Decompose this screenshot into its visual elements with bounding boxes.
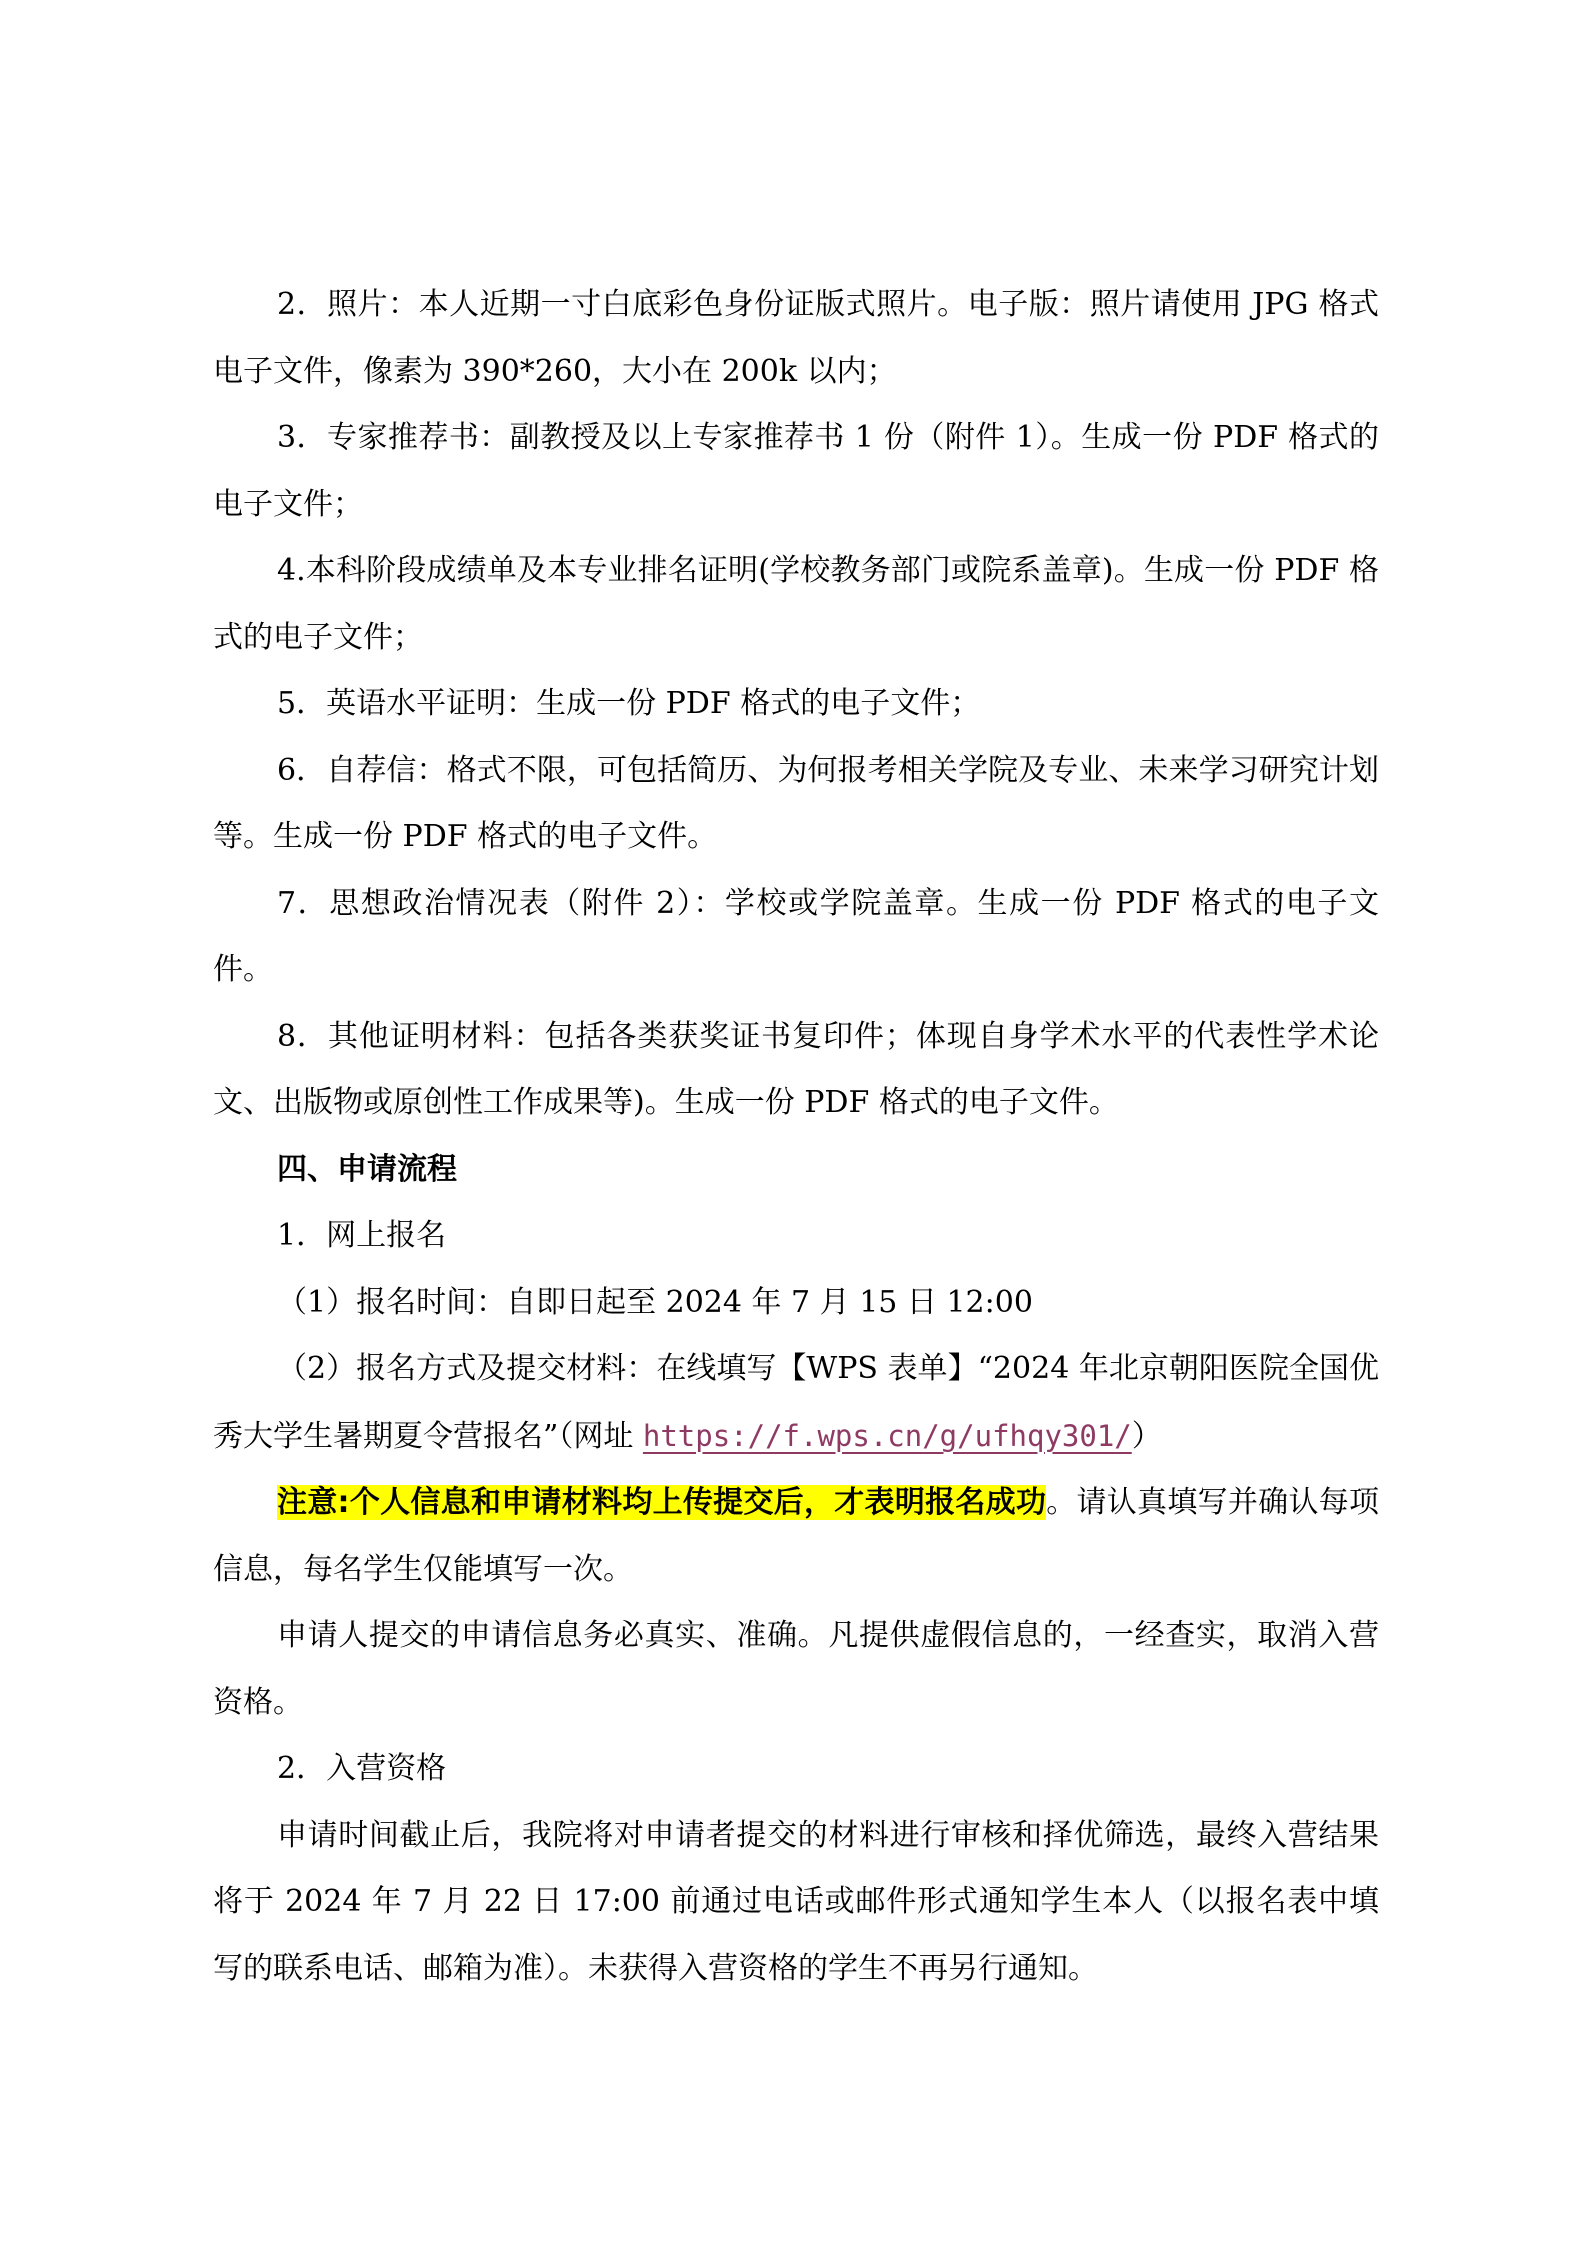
- registration-method-end: ）: [1131, 1418, 1162, 1454]
- material-item-transcript: 4.本科阶段成绩单及本专业排名证明(学校教务部门或院系盖章)。生成一份 PDF 格式的电子文件；: [213, 553, 1380, 655]
- registration-link[interactable]: https://f.wps.cn/g/ufhqy301/: [642, 1418, 1132, 1453]
- notice-paragraph: [213, 1470, 1379, 1603]
- step-title-online-registration: 1．网上报名: [277, 1218, 447, 1253]
- material-item-political-form: 7．思想政治情况表（附件 2）：学校或学院盖章。生成一份 PDF 格式的电子文件。: [213, 885, 1379, 987]
- notice-highlight: 注意:个人信息和申请材料均上传提交后，才表明报名成功: [277, 1485, 1047, 1520]
- material-item-recommendation: 3．专家推荐书：副教授及以上专家推荐书 1 份（附件 1）。生成一份 PDF 格式的电子文件；: [213, 420, 1379, 522]
- registration-method: [213, 1336, 1379, 1470]
- truth-statement: 申请人提交的申请信息务必真实、准确。凡提供虚假信息的，一经查实，取消入营资格。: [213, 1618, 1379, 1720]
- notice-text: 。请认真填写并确认每项信息，每名学生仅能填写一次。: [213, 1485, 1379, 1587]
- document-page: [213, 272, 1379, 2002]
- registration-time: （1）报名时间：自即日起至 2024 年 7 月 15 日 12:00: [277, 1284, 1033, 1320]
- material-item-other-proof: 8．其他证明材料：包括各类获奖证书复印件；体现自身学术水平的代表性学术论文、出版物或原创性工作成果等)。生成一份 PDF 格式的电子文件。: [213, 1018, 1379, 1120]
- material-item-photo: 2．照片：本人近期一寸白底彩色身份证版式照片。电子版：照片请使用 JPG 格式电子文件，像素为 390*260，大小在 200k 以内；: [213, 287, 1379, 389]
- registration-method-text: （2）报名方式及提交材料：在线填写【WPS 表单】“2024 年北京朝阳医院全国优秀大学生暑期夏令营报名”（网址: [213, 1351, 1379, 1454]
- material-item-self-recommendation: 6．自荐信：格式不限，可包括简历、为何报考相关学院及专业、未来学习研究计划等。生成一份 PDF 格式的电子文件。: [213, 752, 1379, 854]
- admission-body: 申请时间截止后，我院将对申请者提交的材料进行审核和择优筛选，最终入营结果将于 2024 年 7 月 22 日 17:00 前通过电话或邮件形式通知学生本人（以报名表中填写的联系电话、邮箱为准）。未获得入营资格的学生不再另行通知。: [213, 1817, 1379, 1986]
- section-heading: 四、申请流程: [277, 1151, 457, 1187]
- material-item-english: 5．英语水平证明：生成一份 PDF 格式的电子文件；: [277, 686, 981, 721]
- step-title-admission: 2．入营资格: [277, 1751, 447, 1786]
